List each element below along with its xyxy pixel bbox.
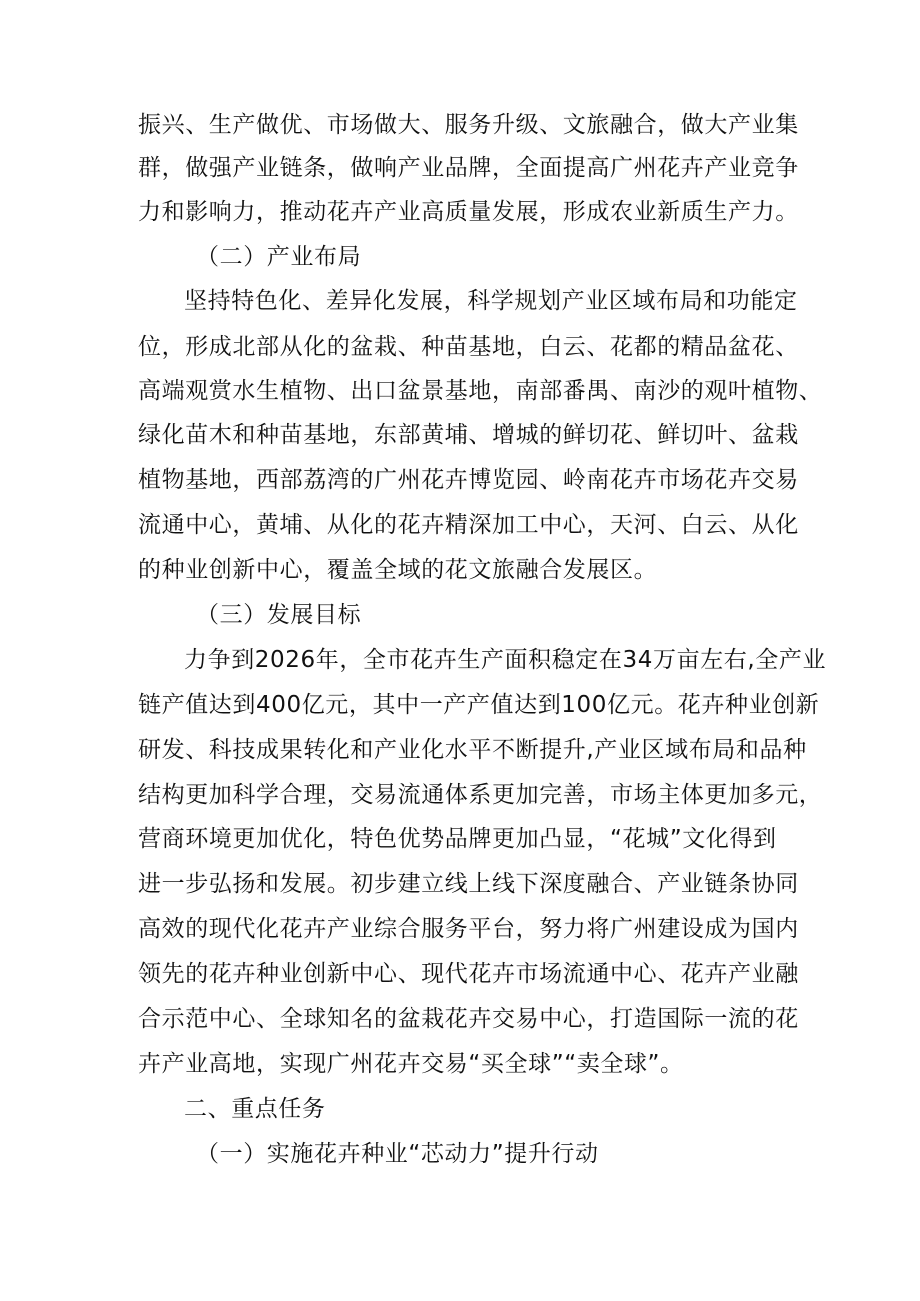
- paragraph-line: 植物基地，西部荔湾的广州花卉博览园、岭南花卉市场花卉交易: [138, 467, 799, 493]
- paragraph-line: 位，形成北部从化的盆栽、种苗基地，白云、花都的精品盆花、: [138, 334, 799, 360]
- paragraph-line: 合示范中心、全球知名的盆栽花卉交易中心，打造国际一流的花: [138, 1006, 799, 1032]
- paragraph-line: 坚持特色化、差异化发展，科学规划产业区域布局和功能定: [184, 288, 798, 314]
- paragraph-line: 营商环境更加优化，特色优势品牌更加凸显，“花城”文化得到: [138, 826, 777, 852]
- paragraph-line: 的种业创新中心，覆盖全域的花文旅融合发展区。: [138, 557, 658, 583]
- paragraph-line: 卉产业高地，实现广州花卉交易“买全球”“卖全球”。: [138, 1051, 684, 1077]
- section-heading-key-tasks: 二、重点任务: [184, 1096, 326, 1122]
- section-heading-goals: （三）发展目标: [196, 602, 362, 628]
- paragraph-line: 研发、科技成果转化和产业化水平不断提升,产业区域布局和品种: [138, 737, 807, 763]
- section-heading-layout: （二）产业布局: [196, 244, 362, 270]
- paragraph-line: 力和影响力，推动花卉产业高质量发展，形成农业新质生产力。: [138, 199, 799, 225]
- paragraph-line: 绿化苗木和种苗基地，东部黄埔、增城的鲜切花、鲜切叶、盆栽: [138, 422, 799, 448]
- paragraph-line: 振兴、生产做优、市场做大、服务升级、文旅融合，做大产业集: [138, 112, 799, 138]
- paragraph-line: 进一步弘扬和发展。初步建立线上线下深度融合、产业链条协同: [138, 871, 799, 897]
- paragraph-line: 力争到2026年，全市花卉生产面积稳定在34万亩左右,全产业: [184, 647, 827, 673]
- paragraph-line: 结构更加科学合理，交易流通体系更加完善，市场主体更加多元，: [138, 782, 823, 808]
- paragraph-line: 链产值达到400亿元，其中一产产值达到100亿元。花卉种业创新: [138, 692, 820, 718]
- paragraph-line: 流通中心，黄埔、从化的花卉精深加工中心，天河、白云、从化: [138, 512, 799, 538]
- paragraph-line: 高效的现代化花卉产业综合服务平台，努力将广州建设成为国内: [138, 916, 799, 942]
- paragraph-line: 群，做强产业链条，做响产业品牌，全面提高广州花卉产业竞争: [138, 155, 799, 181]
- paragraph-line: 领先的花卉种业创新中心、现代花卉市场流通中心、花卉产业融: [138, 961, 799, 987]
- paragraph-line: 高端观赏水生植物、出口盆景基地，南部番禺、南沙的观叶植物、: [138, 378, 823, 404]
- subsection-heading-seed-industry: （一）实施花卉种业“芯动力”提升行动: [196, 1141, 599, 1167]
